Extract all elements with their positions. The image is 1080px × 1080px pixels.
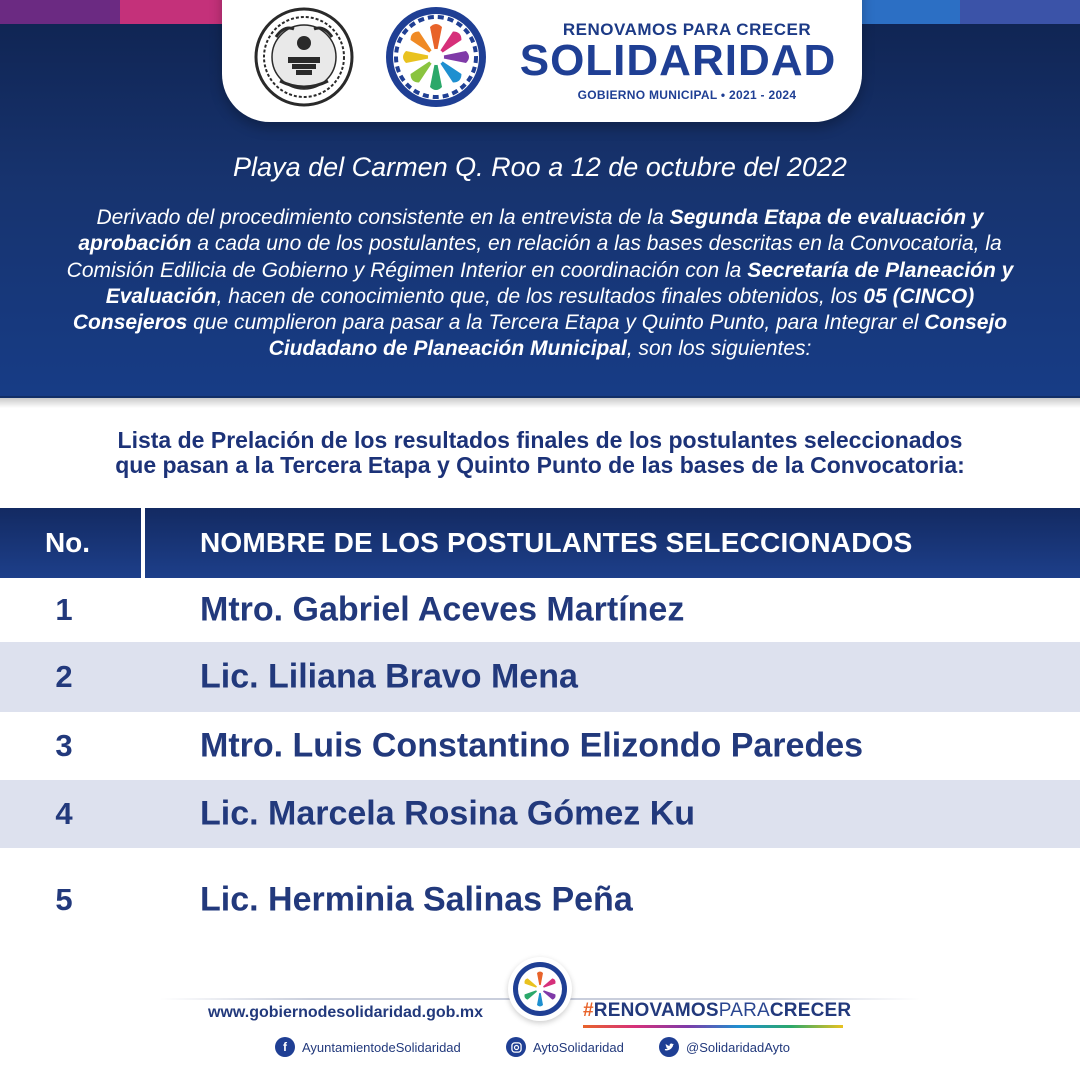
row-name: Lic. Marcela Rosina Gómez Ku <box>200 794 696 833</box>
row-name: Mtro. Luis Constantino Elizondo Paredes <box>200 726 864 765</box>
instagram-icon <box>506 1037 526 1057</box>
row-name: Lic. Liliana Bravo Mena <box>200 657 578 696</box>
table-row <box>0 578 1080 642</box>
website-link[interactable]: www.gobiernodesolidaridad.gob.mx <box>208 1004 483 1021</box>
intro-bold: Consejo Ciudadano de Planeación Municipal <box>268 311 1008 361</box>
hashtag-part: RENOVAMOS <box>593 1000 719 1021</box>
intro-bold: Secretaría de Planeación y Evaluación <box>105 258 1014 308</box>
list-title-line: que pasan a la Tercera Etapa y Quinto Punto de las bases de la Convocatoria: <box>115 452 965 478</box>
social-twitter[interactable] <box>659 1036 790 1058</box>
row-name: Lic. Herminia Salinas Peña <box>200 880 633 919</box>
list-title <box>0 428 1080 478</box>
table-header <box>0 508 1080 578</box>
hashtag-part: CRECER <box>769 1000 852 1021</box>
column-header-name: NOMBRE DE LOS POSTULANTES SELECCIONADOS <box>200 527 913 558</box>
table-row <box>0 780 1080 848</box>
list-title-line: Lista de Prelación de los resultados finales de los postulantes seleccionados <box>117 427 963 453</box>
brand-tagline: RENOVAMOS PARA CRECER <box>562 20 812 39</box>
intro-text: que cumplieron para pasar a la Tercera Etapa y Quinto Punto, para Integrar el <box>187 311 925 335</box>
municipal-seal-icon <box>254 7 354 107</box>
header-logo-card <box>222 0 862 122</box>
intro-bold: 05 (CINCO) Consejeros <box>72 284 975 335</box>
intro-bold: Segunda Etapa de evaluación y aprobación <box>78 206 984 256</box>
place-date: Playa del Carmen Q. Roo a 12 de octubre del 2022 <box>233 152 847 182</box>
row-number: 4 <box>55 796 73 831</box>
intro-text: Derivado del procedimiento consistente en la entrevista de la <box>96 206 670 229</box>
hashtag-part: PARA <box>718 1000 770 1021</box>
footer-logo-icon <box>508 957 572 1021</box>
row-number: 5 <box>55 882 73 917</box>
table-row <box>0 848 1080 952</box>
social-instagram[interactable] <box>506 1036 624 1058</box>
intro-paragraph <box>60 205 1020 363</box>
column-divider <box>141 508 145 578</box>
twitter-icon <box>659 1037 679 1057</box>
social-handle: @SolidaridadAyto <box>686 1039 791 1055</box>
intro-text: a cada uno de los postulantes, en relación a las bases descritas en la Convocatoria, la Comisión Edilicia de Gobierno y Régimen Interior en coordinación con la <box>66 232 1002 282</box>
solidaridad-flower-logo-icon <box>384 5 488 109</box>
row-number: 3 <box>55 728 73 763</box>
intro-text: , hacen de conocimiento que, de los resultados finales obtenidos, los <box>216 284 864 308</box>
facebook-icon: f <box>275 1037 295 1057</box>
table-row <box>0 642 1080 712</box>
row-number: 1 <box>55 592 73 627</box>
brand-subtitle: GOBIERNO MUNICIPAL • 2021 - 2024 <box>577 88 797 102</box>
social-handle: AyuntamientodeSolidaridad <box>302 1039 461 1055</box>
hashtag <box>583 1000 851 1022</box>
brand-name: SOLIDARIDAD <box>519 36 837 85</box>
row-name: Mtro. Gabriel Aceves Martínez <box>200 590 685 629</box>
row-number: 2 <box>55 659 73 694</box>
intro-text: , son los siguientes: <box>626 337 812 361</box>
column-header-number: No. <box>44 527 91 558</box>
table-row <box>0 712 1080 780</box>
social-handle: AytoSolidaridad <box>533 1039 624 1055</box>
hashtag-symbol: # <box>583 1000 594 1021</box>
hashtag-underline <box>583 1025 843 1028</box>
social-facebook[interactable] <box>275 1036 461 1058</box>
